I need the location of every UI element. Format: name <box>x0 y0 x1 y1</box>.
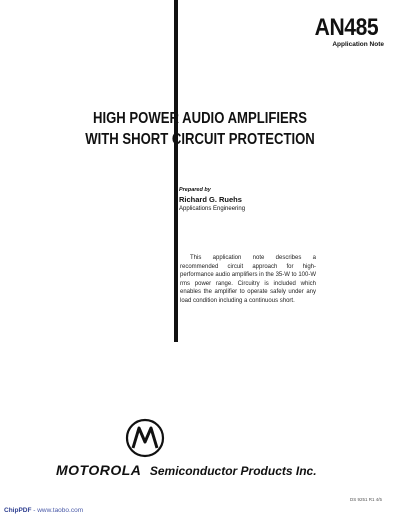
author-department: Applications Engineering <box>179 206 246 212</box>
brand-name: MOTOROLA <box>56 462 142 478</box>
document-title <box>36 108 364 150</box>
watermark[interactable] <box>4 507 83 514</box>
brand-tagline: Semiconductor Products Inc. <box>149 464 317 478</box>
prepared-by-label: Prepared by <box>179 187 211 193</box>
document-code: DS 9251 R1 4/5 <box>349 497 382 502</box>
abstract-paragraph: This application note describes a recommended circuit approach for high-performance audio amplifiers in the 35-W to 100-W rms power range. Circuitry is included which enables the amplifier to operate safely under any load condition including a continuous short. <box>180 255 316 304</box>
vertical-rule <box>174 0 178 342</box>
title-line-2: WITH SHORT CIRCUIT PROTECTION <box>85 131 315 148</box>
watermark-site: - www.taobo.com <box>31 507 84 514</box>
footer-brand <box>56 462 376 480</box>
author-name: Richard G. Ruehs <box>179 195 242 204</box>
title-line-1: HIGH POWER AUDIO AMPLIFIERS <box>92 110 308 127</box>
application-note-number: AN485 <box>314 14 378 41</box>
motorola-logo-icon <box>125 418 165 458</box>
application-note-label: Application Note <box>332 41 384 48</box>
watermark-brand: ChipPDF <box>4 507 32 514</box>
